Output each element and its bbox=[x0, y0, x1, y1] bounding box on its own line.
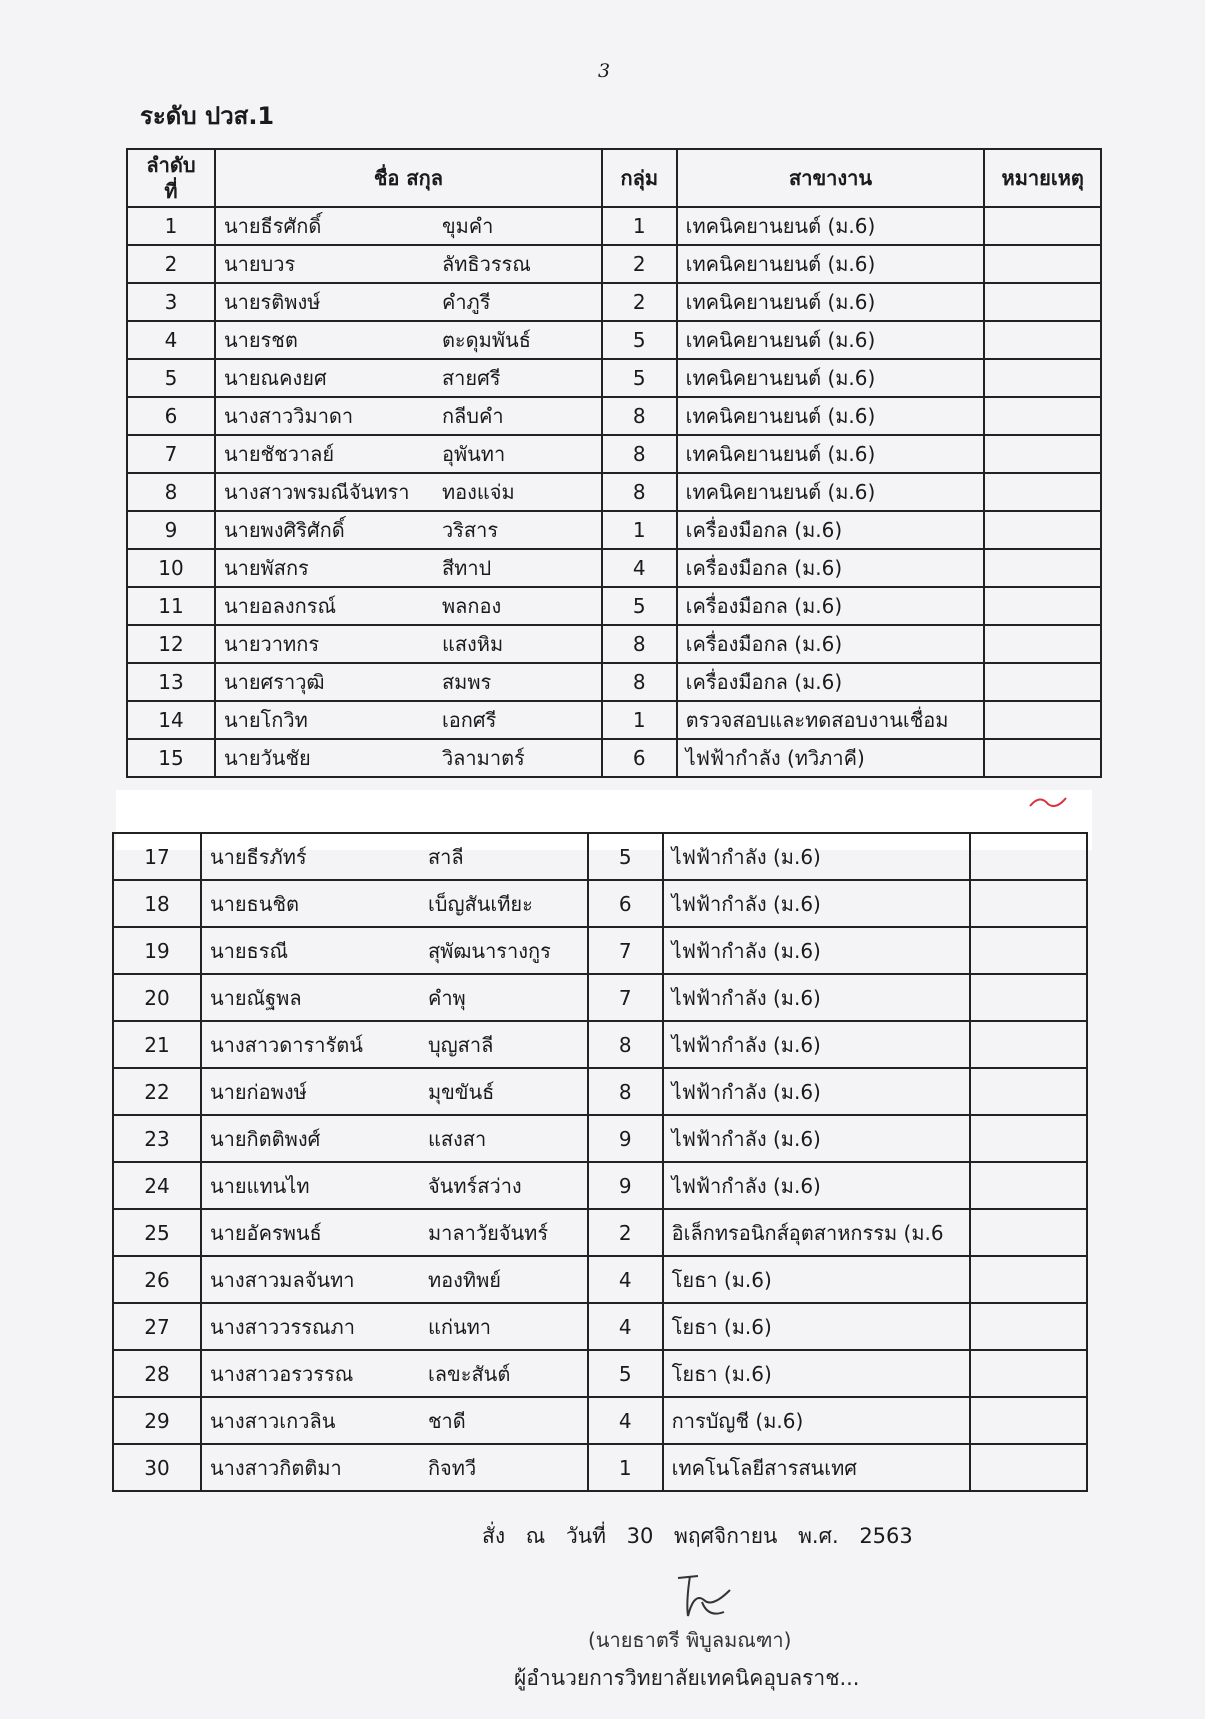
cell-program: ไฟฟ้ากำลัง (ม.6) bbox=[663, 1068, 971, 1115]
first-name: นายกิตติพงศ์ bbox=[209, 1126, 321, 1151]
cell-name bbox=[201, 833, 588, 880]
cell-name bbox=[201, 1256, 588, 1303]
cell-program: เทคโนโลยีสารสนเทศ bbox=[663, 1444, 971, 1491]
cell-name bbox=[201, 1021, 588, 1068]
cell-remark bbox=[984, 245, 1101, 283]
cell-group: 1 bbox=[602, 207, 677, 245]
cell-name bbox=[201, 1303, 588, 1350]
last-name: สายศรี bbox=[441, 366, 501, 390]
table-row bbox=[113, 1068, 1087, 1115]
page-number: 3 bbox=[598, 60, 611, 82]
first-name: นายบวร bbox=[223, 252, 296, 276]
signer-title: ผู้อำนวยการวิทยาลัยเทคนิคอุบลราช... bbox=[514, 1666, 860, 1690]
last-name: กิจทวี bbox=[427, 1455, 477, 1480]
cell-no: 21 bbox=[113, 1021, 201, 1068]
table-row bbox=[113, 833, 1087, 880]
cell-no: 3 bbox=[127, 283, 215, 321]
cell-program: เทคนิคยานยนต์ (ม.6) bbox=[677, 207, 985, 245]
cell-group: 9 bbox=[588, 1115, 663, 1162]
cell-program: เทคนิคยานยนต์ (ม.6) bbox=[677, 359, 985, 397]
table-row bbox=[127, 435, 1101, 473]
cell-no: 6 bbox=[127, 397, 215, 435]
cell-name bbox=[201, 1209, 588, 1256]
first-name: นายธรณี bbox=[209, 938, 289, 963]
cell-remark bbox=[970, 974, 1087, 1021]
cell-group: 8 bbox=[602, 435, 677, 473]
first-name: นายธีรศักดิ์ bbox=[223, 214, 322, 238]
cell-no: 22 bbox=[113, 1068, 201, 1115]
level-heading: ระดับ ปวส.1 bbox=[140, 102, 275, 130]
last-name: ลัทธิวรรณ bbox=[441, 252, 531, 276]
cell-name bbox=[215, 473, 602, 511]
first-name: นายรติพงษ์ bbox=[223, 290, 321, 314]
cell-group: 2 bbox=[602, 283, 677, 321]
cell-program: ไฟฟ้ากำลัง (ม.6) bbox=[663, 880, 971, 927]
last-name: สาลี bbox=[427, 844, 464, 869]
cell-group: 6 bbox=[602, 739, 677, 777]
first-name: นายรชต bbox=[223, 328, 298, 352]
cell-group: 9 bbox=[588, 1162, 663, 1209]
cell-name bbox=[201, 927, 588, 974]
cell-no: 10 bbox=[127, 549, 215, 587]
cell-no: 26 bbox=[113, 1256, 201, 1303]
cell-no: 8 bbox=[127, 473, 215, 511]
last-name: สีทาป bbox=[441, 556, 492, 580]
cell-name bbox=[201, 880, 588, 927]
cell-group: 1 bbox=[602, 701, 677, 739]
cell-program: ไฟฟ้ากำลัง (ม.6) bbox=[663, 833, 971, 880]
cell-name bbox=[215, 587, 602, 625]
cell-group: 8 bbox=[602, 625, 677, 663]
last-name: วิลามาตร์ bbox=[441, 746, 525, 770]
cell-remark bbox=[984, 321, 1101, 359]
table-row bbox=[113, 1397, 1087, 1444]
table-row bbox=[127, 245, 1101, 283]
cell-remark bbox=[970, 927, 1087, 974]
first-name: นายพัสกร bbox=[223, 556, 309, 580]
header-name: ชื่อ สกุล bbox=[215, 149, 602, 207]
cell-program: ไฟฟ้ากำลัง (ม.6) bbox=[663, 1115, 971, 1162]
cell-remark bbox=[984, 207, 1101, 245]
cell-group: 4 bbox=[588, 1256, 663, 1303]
table-row bbox=[113, 1256, 1087, 1303]
first-name: นายพงศิริศักดิ์ bbox=[223, 518, 345, 542]
cell-name bbox=[215, 207, 602, 245]
cell-program: ไฟฟ้ากำลัง (ม.6) bbox=[663, 1021, 971, 1068]
cell-name bbox=[215, 397, 602, 435]
last-name: แก่นทา bbox=[427, 1314, 492, 1339]
cell-group: 8 bbox=[588, 1021, 663, 1068]
cell-name bbox=[215, 663, 602, 701]
cell-group: 5 bbox=[588, 1350, 663, 1397]
cell-group: 5 bbox=[588, 833, 663, 880]
last-name: ทองแจ่ม bbox=[441, 480, 515, 504]
table-row bbox=[113, 1021, 1087, 1068]
first-name: นายธีรภัทร์ bbox=[209, 844, 307, 869]
cell-no: 29 bbox=[113, 1397, 201, 1444]
table-row bbox=[127, 663, 1101, 701]
cell-group: 4 bbox=[588, 1303, 663, 1350]
cell-program: เครื่องมือกล (ม.6) bbox=[677, 625, 985, 663]
first-name: นายธนชิต bbox=[209, 891, 299, 916]
cell-remark bbox=[970, 1209, 1087, 1256]
table-row bbox=[127, 207, 1101, 245]
cell-no: 9 bbox=[127, 511, 215, 549]
cell-name bbox=[215, 359, 602, 397]
cell-group: 6 bbox=[588, 880, 663, 927]
cell-group: 2 bbox=[588, 1209, 663, 1256]
cell-remark bbox=[970, 1444, 1087, 1491]
cell-name bbox=[215, 739, 602, 777]
order-at: ณ bbox=[525, 1524, 546, 1548]
cell-group: 4 bbox=[588, 1397, 663, 1444]
cell-remark bbox=[970, 1021, 1087, 1068]
order-year-label: พ.ศ. bbox=[798, 1524, 839, 1548]
cell-no: 24 bbox=[113, 1162, 201, 1209]
cell-remark bbox=[970, 833, 1087, 880]
header-no-line2: ที่ bbox=[164, 179, 178, 203]
cell-name bbox=[201, 974, 588, 1021]
first-name: นายวันชัย bbox=[223, 746, 311, 770]
table-row bbox=[127, 549, 1101, 587]
cell-no: 25 bbox=[113, 1209, 201, 1256]
cell-no: 15 bbox=[127, 739, 215, 777]
first-name: นายอัครพนธ์ bbox=[209, 1220, 322, 1245]
cell-group: 8 bbox=[588, 1068, 663, 1115]
table-row bbox=[127, 511, 1101, 549]
first-name: นายโกวิท bbox=[223, 708, 308, 732]
cell-program: โยธา (ม.6) bbox=[663, 1256, 971, 1303]
cell-no: 30 bbox=[113, 1444, 201, 1491]
cell-no: 19 bbox=[113, 927, 201, 974]
last-name: แสงสา bbox=[427, 1126, 487, 1151]
cell-program: ไฟฟ้ากำลัง (ม.6) bbox=[663, 927, 971, 974]
table-row bbox=[127, 283, 1101, 321]
last-name: มุขขันธ์ bbox=[427, 1079, 495, 1104]
table-header-row bbox=[127, 149, 1101, 207]
first-name: นายก่อพงษ์ bbox=[209, 1079, 307, 1104]
cell-remark bbox=[984, 473, 1101, 511]
cell-program: การบัญชี (ม.6) bbox=[663, 1397, 971, 1444]
cell-name bbox=[215, 435, 602, 473]
last-name: จันทร์สว่าง bbox=[427, 1173, 522, 1198]
cell-no: 11 bbox=[127, 587, 215, 625]
cell-no: 27 bbox=[113, 1303, 201, 1350]
cell-group: 8 bbox=[602, 663, 677, 701]
order-date-line bbox=[482, 1520, 927, 1553]
first-name: นางสาวกิตติมา bbox=[209, 1455, 342, 1480]
cell-remark bbox=[970, 1162, 1087, 1209]
cell-program: เทคนิคยานยนต์ (ม.6) bbox=[677, 397, 985, 435]
cell-program: โยธา (ม.6) bbox=[663, 1303, 971, 1350]
cell-name bbox=[201, 1115, 588, 1162]
cell-no: 17 bbox=[113, 833, 201, 880]
header-program: สาขางาน bbox=[677, 149, 985, 207]
last-name: ชาดี bbox=[427, 1408, 466, 1433]
order-prefix: สั่ง bbox=[482, 1524, 506, 1548]
signature-mark bbox=[668, 1572, 738, 1628]
first-name: นางสาวดารารัตน์ bbox=[209, 1032, 363, 1057]
cell-program: ไฟฟ้ากำลัง (ม.6) bbox=[663, 974, 971, 1021]
table-row bbox=[127, 321, 1101, 359]
cell-name bbox=[215, 321, 602, 359]
cell-program: เครื่องมือกล (ม.6) bbox=[677, 587, 985, 625]
cell-program: เครื่องมือกล (ม.6) bbox=[677, 663, 985, 701]
last-name: กลีบคำ bbox=[441, 404, 504, 428]
cell-group: 1 bbox=[588, 1444, 663, 1491]
cell-group: 7 bbox=[588, 974, 663, 1021]
cell-no: 20 bbox=[113, 974, 201, 1021]
header-no bbox=[127, 149, 215, 207]
cell-no: 7 bbox=[127, 435, 215, 473]
cell-remark bbox=[970, 1303, 1087, 1350]
cell-remark bbox=[984, 587, 1101, 625]
header-remark: หมายเหตุ bbox=[984, 149, 1101, 207]
cell-program: เทคนิคยานยนต์ (ม.6) bbox=[677, 473, 985, 511]
first-name: นางสาวเกวลิน bbox=[209, 1408, 336, 1433]
table-row bbox=[127, 473, 1101, 511]
table-row bbox=[113, 1162, 1087, 1209]
cell-remark bbox=[984, 549, 1101, 587]
last-name: มาลาวัยจันทร์ bbox=[427, 1220, 549, 1245]
first-name: นางสาววิมาดา bbox=[223, 404, 354, 428]
first-name: นางสาวอรวรรณ bbox=[209, 1361, 354, 1386]
cell-no: 4 bbox=[127, 321, 215, 359]
cell-name bbox=[201, 1350, 588, 1397]
cell-name bbox=[215, 245, 602, 283]
header-group: กลุ่ม bbox=[602, 149, 677, 207]
last-name: เบ็ญสันเทียะ bbox=[427, 891, 533, 916]
last-name: คำพุ bbox=[427, 985, 466, 1010]
red-ink-mark bbox=[1026, 792, 1072, 810]
last-name: อุพันทา bbox=[441, 442, 506, 466]
cell-group: 8 bbox=[602, 473, 677, 511]
cell-group: 5 bbox=[602, 587, 677, 625]
cell-remark bbox=[984, 435, 1101, 473]
first-name: นายวาทกร bbox=[223, 632, 320, 656]
cell-program: อิเล็กทรอนิกส์อุตสาหกรรม (ม.6 bbox=[663, 1209, 971, 1256]
cell-remark bbox=[970, 1068, 1087, 1115]
last-name: บุญสาลี bbox=[427, 1032, 494, 1057]
signer-name: (นายธาตรี พิบูลมณฑา) bbox=[588, 1628, 792, 1652]
cell-name bbox=[215, 701, 602, 739]
cell-group: 5 bbox=[602, 359, 677, 397]
cell-group: 2 bbox=[602, 245, 677, 283]
cell-remark bbox=[984, 359, 1101, 397]
student-table-bottom bbox=[112, 832, 1088, 1492]
table-row bbox=[113, 1115, 1087, 1162]
cell-no: 5 bbox=[127, 359, 215, 397]
table-row bbox=[127, 397, 1101, 435]
cell-program: ไฟฟ้ากำลัง (ม.6) bbox=[663, 1162, 971, 1209]
cell-remark bbox=[970, 1256, 1087, 1303]
last-name: เอกศรี bbox=[441, 708, 497, 732]
cell-name bbox=[215, 625, 602, 663]
order-day: 30 bbox=[626, 1524, 654, 1548]
last-name: แสงหิม bbox=[441, 632, 504, 656]
cell-remark bbox=[970, 1115, 1087, 1162]
cell-remark bbox=[984, 283, 1101, 321]
cell-remark bbox=[970, 1350, 1087, 1397]
last-name: สมพร bbox=[441, 670, 492, 694]
cell-program: เทคนิคยานยนต์ (ม.6) bbox=[677, 283, 985, 321]
cell-no: 14 bbox=[127, 701, 215, 739]
cell-no: 12 bbox=[127, 625, 215, 663]
last-name: สุพัฒนารางกูร bbox=[427, 938, 551, 963]
cell-name bbox=[215, 511, 602, 549]
first-name: นายอลงกรณ์ bbox=[223, 594, 336, 618]
cell-remark bbox=[984, 511, 1101, 549]
table-row bbox=[127, 739, 1101, 777]
cell-remark bbox=[984, 701, 1101, 739]
cell-remark bbox=[970, 1397, 1087, 1444]
cell-program: ไฟฟ้ากำลัง (ทวิภาคี) bbox=[677, 739, 985, 777]
last-name: พลกอง bbox=[441, 594, 502, 618]
cell-no: 28 bbox=[113, 1350, 201, 1397]
cell-program: ตรวจสอบและทดสอบงานเชื่อม bbox=[677, 701, 985, 739]
first-name: นายศราวุฒิ bbox=[223, 670, 325, 694]
table-row bbox=[127, 701, 1101, 739]
last-name: ขุมคำ bbox=[441, 214, 494, 238]
first-name: นายณคงยศ bbox=[223, 366, 327, 390]
cell-program: เครื่องมือกล (ม.6) bbox=[677, 549, 985, 587]
cell-name bbox=[215, 283, 602, 321]
first-name: นางสาววรรณภา bbox=[209, 1314, 355, 1339]
cell-group: 5 bbox=[602, 321, 677, 359]
table-row bbox=[127, 587, 1101, 625]
student-table-top bbox=[126, 148, 1102, 778]
cell-program: เทคนิคยานยนต์ (ม.6) bbox=[677, 245, 985, 283]
cell-remark bbox=[984, 625, 1101, 663]
table-row bbox=[113, 974, 1087, 1021]
cell-remark bbox=[984, 739, 1101, 777]
table-row bbox=[113, 1444, 1087, 1491]
cell-program: โยธา (ม.6) bbox=[663, 1350, 971, 1397]
table-row bbox=[127, 359, 1101, 397]
order-day-label: วันที่ bbox=[565, 1524, 606, 1548]
first-name: นายชัชวาลย์ bbox=[223, 442, 335, 466]
cell-group: 4 bbox=[602, 549, 677, 587]
first-name: นายแทนไท bbox=[209, 1173, 310, 1198]
cell-remark bbox=[984, 397, 1101, 435]
table-row bbox=[113, 1209, 1087, 1256]
cell-name bbox=[201, 1397, 588, 1444]
table-row bbox=[113, 1350, 1087, 1397]
cell-name bbox=[215, 549, 602, 587]
last-name: เลขะสันต์ bbox=[427, 1361, 511, 1386]
order-year: 2563 bbox=[859, 1524, 913, 1548]
cell-group: 1 bbox=[602, 511, 677, 549]
first-name: นางสาวมลจันทา bbox=[209, 1267, 355, 1292]
table-row bbox=[113, 880, 1087, 927]
table-row bbox=[113, 927, 1087, 974]
table-row bbox=[113, 1303, 1087, 1350]
last-name: ตะดุมพันธ์ bbox=[441, 328, 531, 352]
cell-name bbox=[201, 1444, 588, 1491]
cell-name bbox=[201, 1162, 588, 1209]
cell-group: 7 bbox=[588, 927, 663, 974]
cell-no: 18 bbox=[113, 880, 201, 927]
cell-remark bbox=[984, 663, 1101, 701]
cell-no: 23 bbox=[113, 1115, 201, 1162]
first-name: นางสาวพรมณีจันทรา bbox=[223, 480, 410, 504]
last-name: คำภูรี bbox=[441, 290, 491, 314]
cell-remark bbox=[970, 880, 1087, 927]
order-month: พฤศจิกายน bbox=[674, 1524, 778, 1548]
cell-group: 8 bbox=[602, 397, 677, 435]
last-name: ทองทิพย์ bbox=[427, 1267, 501, 1292]
cell-no: 2 bbox=[127, 245, 215, 283]
table-row bbox=[127, 625, 1101, 663]
cell-no: 1 bbox=[127, 207, 215, 245]
cell-program: เครื่องมือกล (ม.6) bbox=[677, 511, 985, 549]
cell-program: เทคนิคยานยนต์ (ม.6) bbox=[677, 321, 985, 359]
cell-no: 13 bbox=[127, 663, 215, 701]
cell-program: เทคนิคยานยนต์ (ม.6) bbox=[677, 435, 985, 473]
header-no-line1: ลำดับ bbox=[146, 153, 196, 177]
first-name: นายณัฐพล bbox=[209, 985, 302, 1010]
cell-name bbox=[201, 1068, 588, 1115]
last-name: วริสาร bbox=[441, 518, 499, 542]
